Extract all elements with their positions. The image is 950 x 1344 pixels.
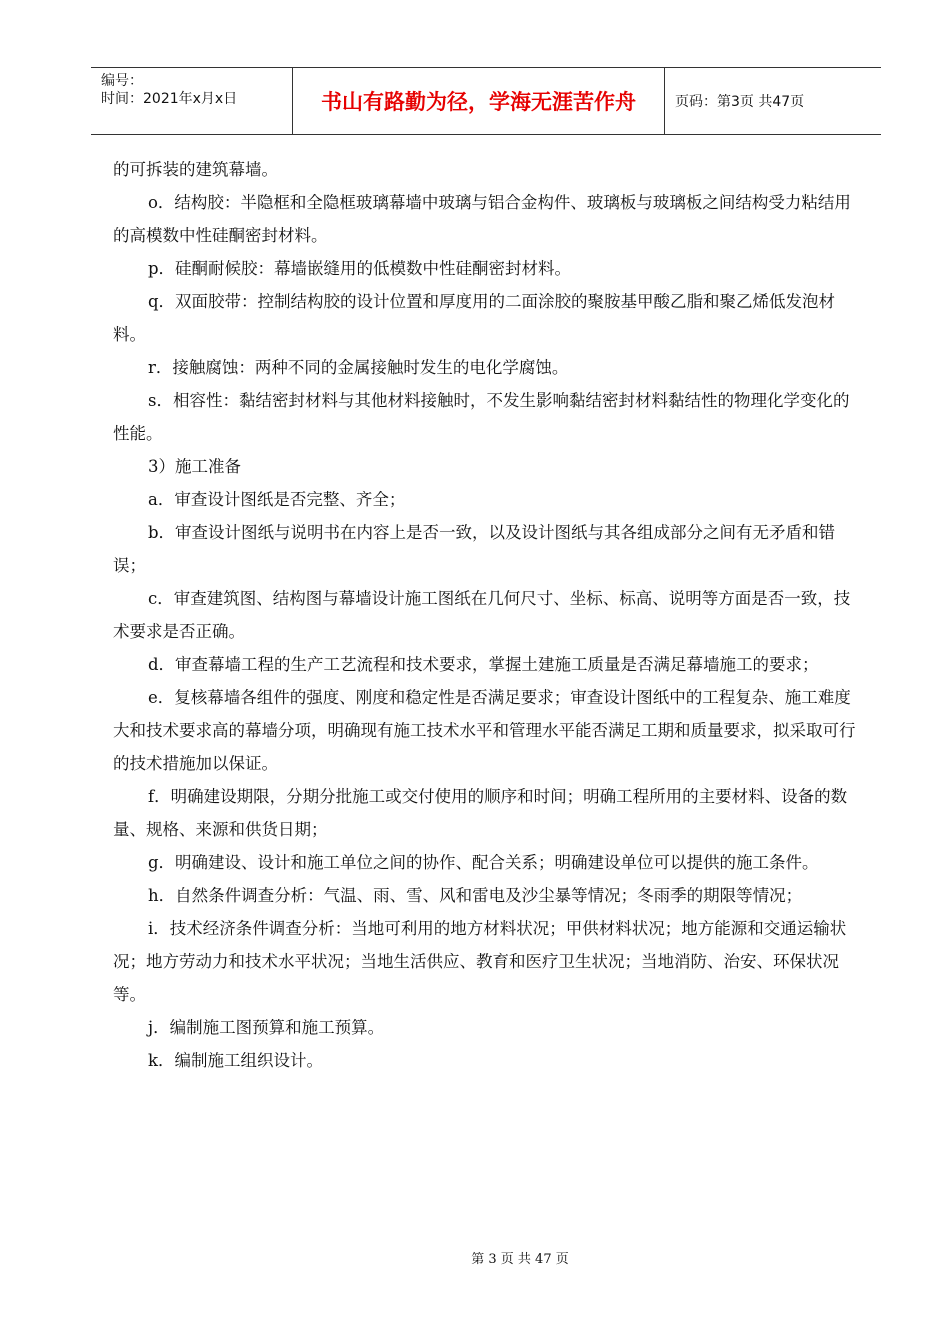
header-page-code: 页码：第3页 共47页 [675, 94, 805, 110]
header-motto: 书山有路勤为径，学海无涯苦作舟 [321, 90, 636, 114]
paragraph: d．审查幕墙工程的生产工艺流程和技术要求，掌握土建施工质量是否满足幕墙施工的要求； [148, 655, 819, 674]
paragraph: b．审查设计图纸与说明书在内容上是否一致，以及设计图纸与其各组成部分之间有无矛盾和错误； [113, 523, 836, 575]
header-meta-cell [91, 68, 293, 134]
paragraph: f．明确建设期限，分期分批施工或交付使用的顺序和时间；明确工程所用的主要材料、设备的数量、规格、来源和供货日期； [113, 787, 848, 839]
paragraph: s．相容性：黏结密封材料与其他材料接触时，不发生影响黏结密封材料黏结性的物理化学变化的性能。 [113, 391, 850, 443]
section-heading: 3）施工准备 [148, 457, 241, 476]
paragraph: k．编制施工组织设计。 [148, 1051, 323, 1070]
paragraph: o．结构胶：半隐框和全隐框玻璃幕墙中玻璃与铝合金构件、玻璃板与玻璃板之间结构受力粘结用的高模数中性硅酮密封材料。 [113, 193, 851, 245]
page-footer [0, 1248, 950, 1267]
paragraph: j．编制施工图预算和施工预算。 [148, 1018, 385, 1037]
document-time: 时间：2021年x月x日 [101, 91, 238, 107]
paragraph: g．明确建设、设计和施工单位之间的协作、配合关系；明确建设单位可以提供的施工条件。 [148, 853, 819, 872]
paragraph: a．审查设计图纸是否完整、齐全； [148, 490, 406, 509]
paragraph: e．复核幕墙各组件的强度、刚度和稳定性是否满足要求；审查设计图纸中的工程复杂、施工难度大和技术要求高的幕墙分项，明确现有施工技术水平和管理水平能否满足工期和质量要求，拟采取可行的技术措施加以保证。 [113, 688, 856, 773]
paragraph: p．硅酮耐候胶：幕墙嵌缝用的低模数中性硅酮密封材料。 [148, 259, 572, 278]
paragraph: q．双面胶带：控制结构胶的设计位置和厚度用的二面涂胶的聚胺基甲酸乙脂和聚乙烯低发泡材料。 [113, 292, 836, 344]
paragraph: i．技术经济条件调查分析：当地可利用的地方材料状况；甲供材料状况；地方能源和交通运输状况；地方劳动力和技术水平状况；当地生活供应、教育和医疗卫生状况；当地消防、治安、环保状况等。 [113, 919, 847, 1004]
document-number-label: 编号： [101, 73, 143, 89]
document-header [91, 67, 881, 135]
header-motto-cell [293, 68, 665, 134]
paragraph: h．自然条件调查分析：气温、雨、雪、风和雷电及沙尘暴等情况；冬雨季的期限等情况； [148, 886, 803, 905]
paragraph: c．审查建筑图、结构图与幕墙设计施工图纸在几何尺寸、坐标、标高、说明等方面是否一致，技术要求是否正确。 [113, 589, 851, 641]
document-body [113, 153, 861, 1077]
header-page-cell [665, 68, 881, 134]
footer-page-indicator: 第 3 页 共 47 页 [471, 1252, 569, 1267]
paragraph: 的可拆装的建筑幕墙。 [113, 160, 278, 179]
paragraph: r．接触腐蚀：两种不同的金属接触时发生的电化学腐蚀。 [148, 358, 569, 377]
